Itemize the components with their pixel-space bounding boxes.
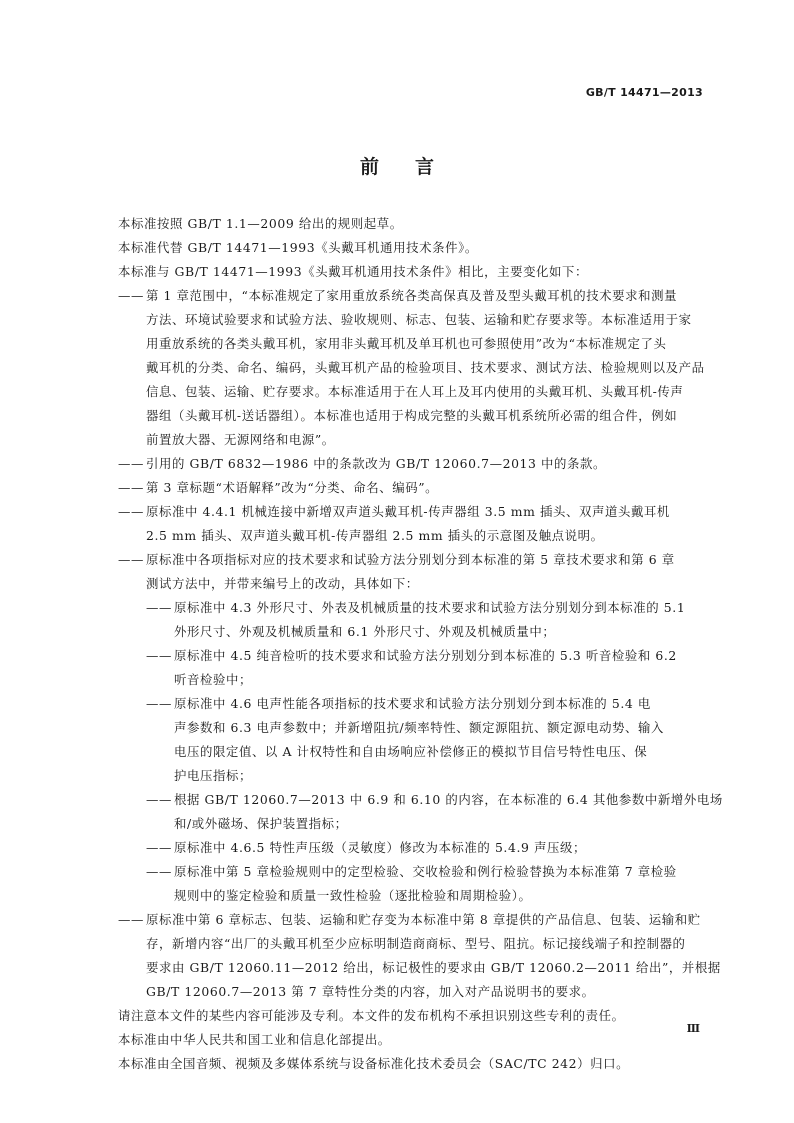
page-title: [0, 152, 794, 179]
title-char-2: 言: [415, 156, 435, 178]
dash-marker: ——: [146, 792, 172, 807]
dash-marker: ——: [146, 840, 172, 855]
dash-marker: ——: [118, 912, 144, 927]
change-line: 引用的 GB/T 6832—1986 中的条款改为 GB/T 12060.7—2013 中的条款。: [146, 456, 607, 471]
change-line: 信息、包装、运输、贮存要求。本标准适用于在人耳上及耳内使用的头戴耳机、头戴耳机-传声: [146, 384, 684, 399]
change-item-2: [118, 452, 708, 476]
change-line: 要求由 GB/T 12060.11—2012 给出，标记极性的要求由 GB/T 12060.2—2011 给出”，并根据: [146, 960, 721, 975]
change-item-6: [118, 908, 721, 1004]
sub-change-line: 和/或外磁场、保护装置指标；: [174, 816, 348, 831]
change-line: 器组（头戴耳机-送话器组）。本标准也适用于构成完整的头戴耳机系统所必需的组合件，例如: [146, 408, 678, 423]
sub-change-line: 声参数和 6.3 电声参数中；并新增阻抗/频率特性、额定源阻抗、额定源电动势、输入: [174, 720, 665, 735]
sub-change-line: 电压的限定值、以 A 计权特性和自由场响应补偿修正的模拟节目信号特性电压、保: [174, 744, 648, 759]
sub-change-line: 原标准中 4.6.5 特性声压级（灵敏度）修改为本标准的 5.4.9 声压级；: [174, 840, 586, 855]
change-line: 原标准中第 6 章标志、包装、运输和贮存变为本标准中第 8 章提供的产品信息、包装、运输和贮: [146, 912, 701, 927]
sub-change-line: 原标准中 4.3 外形尺寸、外表及机械质量的技术要求和试验方法分别划分到本标准的 5.1: [174, 600, 686, 615]
change-line: 方法、环境试验要求和试验方法、验收规则、标志、包装、运输和贮存要求等。本标准适用于家: [146, 312, 692, 327]
sub-change-item-6: [118, 860, 708, 908]
title-char-1: 前: [359, 156, 379, 178]
sub-change-item-5: [118, 836, 708, 860]
change-line: 2.5 mm 插头、双声道头戴耳机-传声器组 2.5 mm 插头的示意图及触点说明。: [146, 528, 604, 543]
intro-line-3: 本标准与 GB/T 14471—1993《头戴耳机通用技术条件》相比，主要变化如下：: [118, 264, 589, 279]
dash-marker: ——: [118, 504, 144, 519]
dash-marker: ——: [146, 600, 172, 615]
change-line: 戴耳机的分类、命名、编码，头戴耳机产品的检验项目、技术要求、测试方法、检验规则以及产品: [146, 360, 705, 375]
sub-change-line: 外形尺寸、外观及机械质量和 6.1 外形尺寸、外观及机械质量中；: [174, 624, 556, 639]
dash-marker: ——: [146, 696, 172, 711]
sub-change-line: 原标准中 4.5 纯音检听的技术要求和试验方法分别划分到本标准的 5.3 听音检验和 6.2: [174, 648, 677, 663]
change-item-3: [118, 476, 708, 500]
dash-marker: ——: [118, 480, 144, 495]
change-line: 用重放系统的各类头戴耳机，家用非头戴耳机及单耳机也可参照使用”改为“本标准规定了头: [146, 336, 667, 351]
document-number: GB/T 14471—2013: [585, 86, 703, 99]
change-line: 第 1 章范围中，“本标准规定了家用重放系统各类高保真及普及型头戴耳机的技术要求和测量: [146, 288, 678, 303]
change-item-4: [118, 500, 708, 548]
sub-change-line: 原标准中 4.6 电声性能各项指标的技术要求和试验方法分别划分到本标准的 5.4 电: [174, 696, 651, 711]
document-body: [118, 212, 723, 1076]
sub-change-line: 听音检验中；: [174, 672, 252, 687]
closing-line-3: 本标准由全国音频、视频及多媒体系统与设备标准化技术委员会（SAC/TC 242）归口。: [118, 1056, 630, 1071]
sub-change-line: 规则中的鉴定检验和质量一致性检验（逐批检验和周期检验）。: [174, 888, 532, 903]
change-item-1: [118, 284, 708, 452]
sub-change-item-1: [118, 596, 708, 644]
page-number: Ⅲ: [686, 1022, 700, 1035]
dash-marker: ——: [146, 648, 172, 663]
dash-marker: ——: [118, 288, 144, 303]
intro-line-1: 本标准按照 GB/T 1.1—2009 给出的规则起草。: [118, 216, 403, 231]
sub-change-line: 原标准中第 5 章检验规则中的定型检验、交收检验和例行检验替换为本标准第 7 章检验: [174, 864, 677, 879]
dash-marker: ——: [146, 864, 172, 879]
change-item-5: [118, 548, 708, 596]
change-line: 原标准中 4.4.1 机械连接中新增双声道头戴耳机-传声器组 3.5 mm 插头、双声道头戴耳机: [146, 504, 670, 519]
intro-line-2: 本标准代替 GB/T 14471—1993《头戴耳机通用技术条件》。: [118, 240, 478, 255]
change-line: GB/T 12060.7—2013 第 7 章特性分类的内容，加入对产品说明书的要求。: [146, 984, 595, 999]
change-line: 第 3 章标题“术语解释”改为“分类、命名、编码”。: [146, 480, 439, 495]
dash-marker: ——: [118, 456, 144, 471]
sub-change-line: 护电压指标；: [174, 768, 252, 783]
change-line: 前置放大器、无源网络和电源”。: [146, 432, 335, 447]
sub-change-line: 根据 GB/T 12060.7—2013 中 6.9 和 6.10 的内容，在本标准的 6.4 其他参数中新增外电场: [174, 792, 723, 807]
sub-change-item-2: [118, 644, 708, 692]
dash-marker: ——: [118, 552, 144, 567]
sub-change-item-4: [118, 788, 723, 836]
change-line: 原标准中各项指标对应的技术要求和试验方法分别划分到本标准的第 5 章技术要求和第 6 章: [146, 552, 675, 567]
closing-line-2: 本标准由中华人民共和国工业和信息化部提出。: [118, 1032, 391, 1047]
change-line: 测试方法中，并带来编号上的改动，具体如下：: [146, 576, 419, 591]
closing-line-1: 请注意本文件的某些内容可能涉及专利。本文件的发布机构不承担识别这些专利的责任。: [118, 1008, 625, 1023]
sub-change-item-3: [118, 692, 708, 788]
change-line: 存，新增内容“出厂的头戴耳机至少应标明制造商商标、型号、阻抗。标记接线端子和控制器的: [146, 936, 686, 951]
